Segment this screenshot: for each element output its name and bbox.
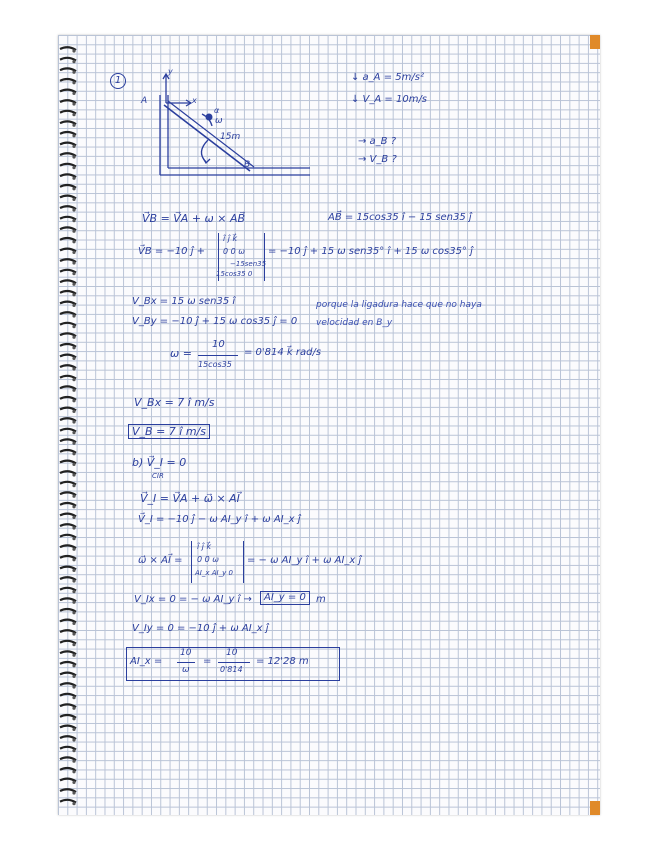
page-corner-tab: [590, 801, 600, 815]
binding-hole: [72, 558, 75, 561]
binding-hole: [72, 272, 75, 275]
omega-numerator: 10: [212, 339, 225, 350]
binding-hole: [72, 463, 75, 466]
binding-hole: [72, 304, 75, 307]
binding-hole: [72, 738, 75, 741]
binding-hole: [72, 611, 75, 614]
page-corner-tab: [590, 35, 600, 49]
binding-hole: [72, 399, 75, 402]
binding-hole: [72, 760, 75, 763]
binding-hole: [72, 145, 75, 148]
given-accel-a: ↓ a_A = 5m/s²: [351, 72, 424, 83]
aix-lhs: AI_x =: [130, 656, 163, 667]
binding-hole: [72, 177, 75, 180]
det2-row3: AI_x AI_y 0: [195, 569, 233, 577]
binding-hole: [72, 166, 75, 169]
binding-hole: [72, 230, 75, 233]
determinant-bar: [243, 541, 244, 583]
binding-hole: [72, 336, 75, 339]
binding-hole: [72, 261, 75, 264]
binding-hole: [72, 431, 75, 434]
fraction-line: [177, 662, 195, 663]
aix-frac2-denominator: 0'814: [220, 665, 243, 674]
binding-hole: [72, 314, 75, 317]
vby-expression: V_By = −10 ĵ + 15 ω cos35 ĵ = 0: [132, 316, 298, 327]
aiy-unit: m: [316, 594, 326, 605]
binding-hole: [72, 240, 75, 243]
aix-equals: =: [203, 656, 212, 667]
binding-hole: [72, 707, 75, 710]
vb-equation: V⃗B = V⃗A + ω × AB⃗: [142, 212, 246, 225]
axis-y-label: y: [168, 67, 173, 76]
aix-frac1-numerator: 10: [180, 648, 192, 658]
part-b-heading: b) V⃗_I = 0: [132, 456, 187, 469]
binding-hole: [72, 113, 75, 116]
binding-hole: [72, 632, 75, 635]
det1-row3a: −15sen35: [230, 260, 267, 268]
det1-row1: î ĵ k⃗: [223, 234, 238, 243]
binding-hole: [72, 473, 75, 476]
binding-hole: [72, 134, 75, 137]
binding-hole: [72, 516, 75, 519]
binding-hole: [72, 283, 75, 286]
binding-hole: [72, 537, 75, 540]
binding-hole: [72, 219, 75, 222]
binding-hole: [72, 717, 75, 720]
binding-hole: [72, 187, 75, 190]
aiy-result-box: AI_y = 0: [260, 591, 310, 605]
binding-hole: [72, 622, 75, 625]
vb-result-box: V_B = 7 î m/s: [128, 424, 210, 439]
ab-vector: AB⃗ = 15cos35 î − 15 sen35 ĵ: [328, 212, 472, 223]
vb-determinant-rhs: = −10 ĵ + 15 ω sen35° î + 15 ω cos35° ĵ: [268, 246, 473, 257]
wxai-rhs: = − ω AI_y î + ω AI_x ĵ: [247, 555, 362, 566]
binding-hole: [72, 675, 75, 678]
omega-result: = 0'814 k⃗ rad/s: [244, 347, 322, 358]
binding-hole: [72, 155, 75, 158]
wxai-lhs: ω⃗ × AI⃗ =: [138, 555, 183, 566]
binding-hole: [72, 548, 75, 551]
binding-hole: [72, 208, 75, 211]
ask-accel-b: → a_B ?: [358, 136, 397, 147]
vbx-expression: V_Bx = 15 ω sen35 î: [132, 296, 236, 307]
binding-hole: [72, 410, 75, 413]
fraction-line: [218, 662, 250, 663]
binding-hole: [72, 696, 75, 699]
binding-hole: [72, 526, 75, 529]
binding-hole: [72, 664, 75, 667]
pivot-mark: [206, 114, 213, 121]
det1-row2: 0 0 ω: [223, 247, 245, 256]
binding-hole: [72, 442, 75, 445]
vb-determinant-lhs: V⃗B = −10 ĵ +: [138, 246, 206, 257]
binding-hole: [72, 654, 75, 657]
omega-label: ω: [215, 116, 223, 126]
binding-hole: [72, 749, 75, 752]
binding-hole: [72, 198, 75, 201]
binding-hole: [72, 770, 75, 773]
binding-hole: [72, 781, 75, 784]
vi-equation: V⃗_I = V⃗A + ω⃗ × AI⃗: [140, 492, 240, 505]
axis-x-label: x: [192, 96, 197, 105]
det2-row2: 0 0 ω: [197, 555, 219, 564]
omega-denominator: 15cos35: [198, 360, 232, 369]
binding-hole: [72, 802, 75, 805]
binding-hole: [72, 590, 75, 593]
omega-lhs: ω =: [170, 347, 192, 360]
binding-hole: [72, 60, 75, 63]
alpha-label: α: [214, 106, 220, 115]
determinant-bar: [191, 541, 192, 583]
binding-hole: [72, 251, 75, 254]
binding-hole: [72, 601, 75, 604]
det1-row3b: 15cos35 0: [216, 270, 253, 278]
binding-hole: [72, 569, 75, 572]
vix-expression: V_Ix = 0 = − ω AI_y î →: [134, 594, 252, 605]
binding-hole: [72, 643, 75, 646]
binding-hole: [72, 367, 75, 370]
binding-hole: [72, 293, 75, 296]
aix-frac2-numerator: 10: [226, 648, 238, 658]
binding-hole: [72, 579, 75, 582]
binding-hole: [72, 452, 75, 455]
binding-hole: [72, 357, 75, 360]
binding-hole: [72, 49, 75, 52]
problem-number: 1: [110, 73, 126, 89]
label-a: A: [141, 96, 148, 106]
binding-hole: [72, 81, 75, 84]
label-b: B: [244, 160, 251, 170]
note-line-2: velocidad en B_y: [316, 318, 393, 328]
binding-hole: [72, 495, 75, 498]
notebook-page: [58, 35, 600, 815]
length-label: 15m: [220, 132, 241, 142]
mechanism-diagram: [150, 67, 330, 190]
determinant-bar: [264, 233, 265, 281]
binding-hole: [72, 685, 75, 688]
binding-hole: [72, 389, 75, 392]
spiral-binding: [58, 35, 80, 815]
binding-hole: [72, 728, 75, 731]
viy-expression: V_Iy = 0 = −10 ĵ + ω AI_x ĵ: [132, 623, 269, 634]
aix-frac1-denominator: ω: [182, 665, 190, 675]
binding-hole: [72, 378, 75, 381]
det2-row1: î ĵ k⃗: [197, 542, 212, 551]
binding-hole: [72, 791, 75, 794]
binding-hole: [72, 484, 75, 487]
binding-hole: [72, 102, 75, 105]
binding-hole: [72, 325, 75, 328]
note-line-1: porque la ligadura hace que no haya: [316, 300, 482, 310]
vi-expansion: V⃗_I = −10 ĵ − ω AI_y î + ω AI_x ĵ: [138, 514, 301, 525]
binding-hole: [72, 346, 75, 349]
binding-hole: [72, 92, 75, 95]
vbx-value: V_Bx = 7 î m/s: [134, 396, 215, 409]
given-vel-a: ↓ V_A = 10m/s: [351, 94, 428, 105]
binding-hole: [72, 505, 75, 508]
binding-hole: [72, 124, 75, 127]
binding-hole: [72, 420, 75, 423]
aix-result: = 12'28 m: [256, 656, 309, 667]
binding-hole: [72, 71, 75, 74]
ask-vel-b: → V_B ?: [358, 154, 397, 165]
fraction-line: [198, 355, 238, 356]
cir-label: CIR: [152, 472, 164, 480]
